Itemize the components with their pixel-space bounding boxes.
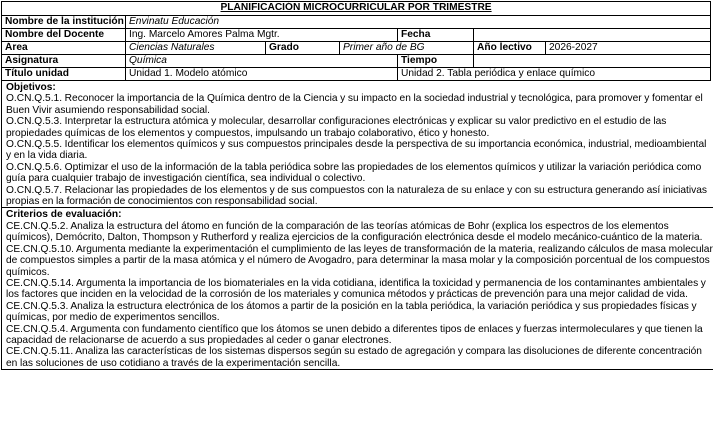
teacher-value: Ing. Marcelo Amores Palma Mgtr. — [126, 29, 398, 42]
criteria-heading: Criterios de evaluación: — [6, 209, 122, 221]
header-table — [1, 1, 711, 81]
criterion-item: CE.CN.Q.5.11. Analiza las características de los sistemas dispersos según su estado de agregación y compara las disoluciones de diferente concentración en las soluciones de uso cotidiano a través de la experimentación sencilla. — [6, 346, 702, 369]
objective-item: O.CN.Q.5.6. Optimizar el uso de la información de la tabla periódica sobre las propiedades de los elementos químicos y utilizar la variación periódica como guía para cualquier trabajo de investigación científica, sea individual o colectivo. — [6, 161, 702, 185]
objective-item: O.CN.Q.5.3. Interpretar la estructura atómica y molecular, desarrollar configuraciones electrónicas y explicar su valor predictivo en el estudio de las propiedades químicas de los elementos y compuestos, impulsando un trabajo colaborativo, ético y honesto. — [6, 116, 667, 139]
objectives-heading: Objetivos: — [6, 82, 56, 93]
criteria-section — [1, 208, 713, 370]
time-value — [474, 55, 711, 68]
institution-value: Envinatu Educación — [126, 16, 711, 29]
subject-value: Química — [126, 55, 398, 68]
grade-value: Primer año de BG — [340, 42, 474, 55]
date-label: Fecha — [398, 29, 474, 42]
unit-title-label: Título unidad — [2, 68, 126, 81]
year-label: Año lectivo — [474, 42, 546, 55]
objective-item: O.CN.Q.5.5. Identificar los elementos químicos y sus compuestos principales desde la perspectiva de su importancia económica, industrial, medioambiental y en la vida diaria. — [6, 139, 707, 162]
criterion-item: CE.CN.Q.5.14. Argumenta la importancia de los biomateriales en la vida cotidiana, identifica la toxicidad y permanencia de los contaminantes ambientales y los factores que inciden en la velocidad de la corrosión de los materiales y comunica métodos y prácticas de prevención para una mejor calidad de vida. — [6, 277, 706, 301]
teacher-label: Nombre del Docente — [2, 29, 126, 42]
grade-label: Grado — [266, 42, 340, 55]
subject-label: Asignatura — [2, 55, 126, 68]
year-value: 2026-2027 — [546, 42, 711, 55]
planning-sheet — [1, 1, 712, 423]
objectives-section — [1, 81, 713, 208]
objective-item: O.CN.Q.5.1. Reconocer la importancia de la Química dentro de la Ciencia y su impacto en la sociedad industrial y tecnológica, para promover y fomentar el Buen Vivir asumiendo responsabilidad social. — [6, 93, 703, 116]
criterion-item: CE.CN.Q.5.2. Analiza la estructura del átomo en función de la comparación de las teorías atómicas de Bohr (explica los espectros de los elementos químicos), Demócrito, Dalton, Thompson y Rutherford y realiza ejercicios de la configuración electrónica desde el modelo mecánico-cuántico de la materia. — [6, 220, 703, 244]
area-value: Ciencias Naturales — [126, 42, 266, 55]
unit-1-title: Unidad 1. Modelo atómico — [126, 68, 398, 81]
date-value — [474, 29, 711, 42]
objective-item: O.CN.Q.5.7. Relacionar las propiedades de los elementos y de sus compuestos con la naturaleza de su enlace y con su estructura generando así iniciativas propias en la formación de conocimientos con responsabilidad social. — [6, 184, 707, 208]
document-title: PLANIFICACIÓN MICROCURRICULAR POR TRIMESTRE — [2, 2, 711, 16]
unit-2-title: Unidad 2. Tabla periódica y enlace químico — [398, 68, 711, 81]
time-label: Tiempo — [398, 55, 474, 68]
criterion-item: CE.CN.Q.5.3. Analiza la estructura electrónica de los átomos a partir de la posición en la tabla periódica, la variación periódica y sus propiedades físicas y químicas, por medio de experimentos sencillos. — [6, 300, 697, 324]
criterion-item: CE.CN.Q.5.10. Argumenta mediante la experimentación el cumplimiento de las leyes de transformación de la materia, realizando cálculos de masa molecular de compuestos simples a partir de la masa atómica y el número de Avogadro, para determinar la masa molar y la composición porcentual de los compuestos químicos. — [6, 243, 713, 278]
area-label: Área — [2, 42, 126, 55]
institution-label: Nombre de la institución — [2, 16, 126, 29]
criterion-item: CE.CN.Q.5.4. Argumenta con fundamento científico que los átomos se unen debido a diferentes tipos de enlaces y fuerzas intermoleculares y que tienen la capacidad de relacionarse de acuerdo a sus propiedades al ceder o ganar electrones. — [6, 323, 703, 346]
